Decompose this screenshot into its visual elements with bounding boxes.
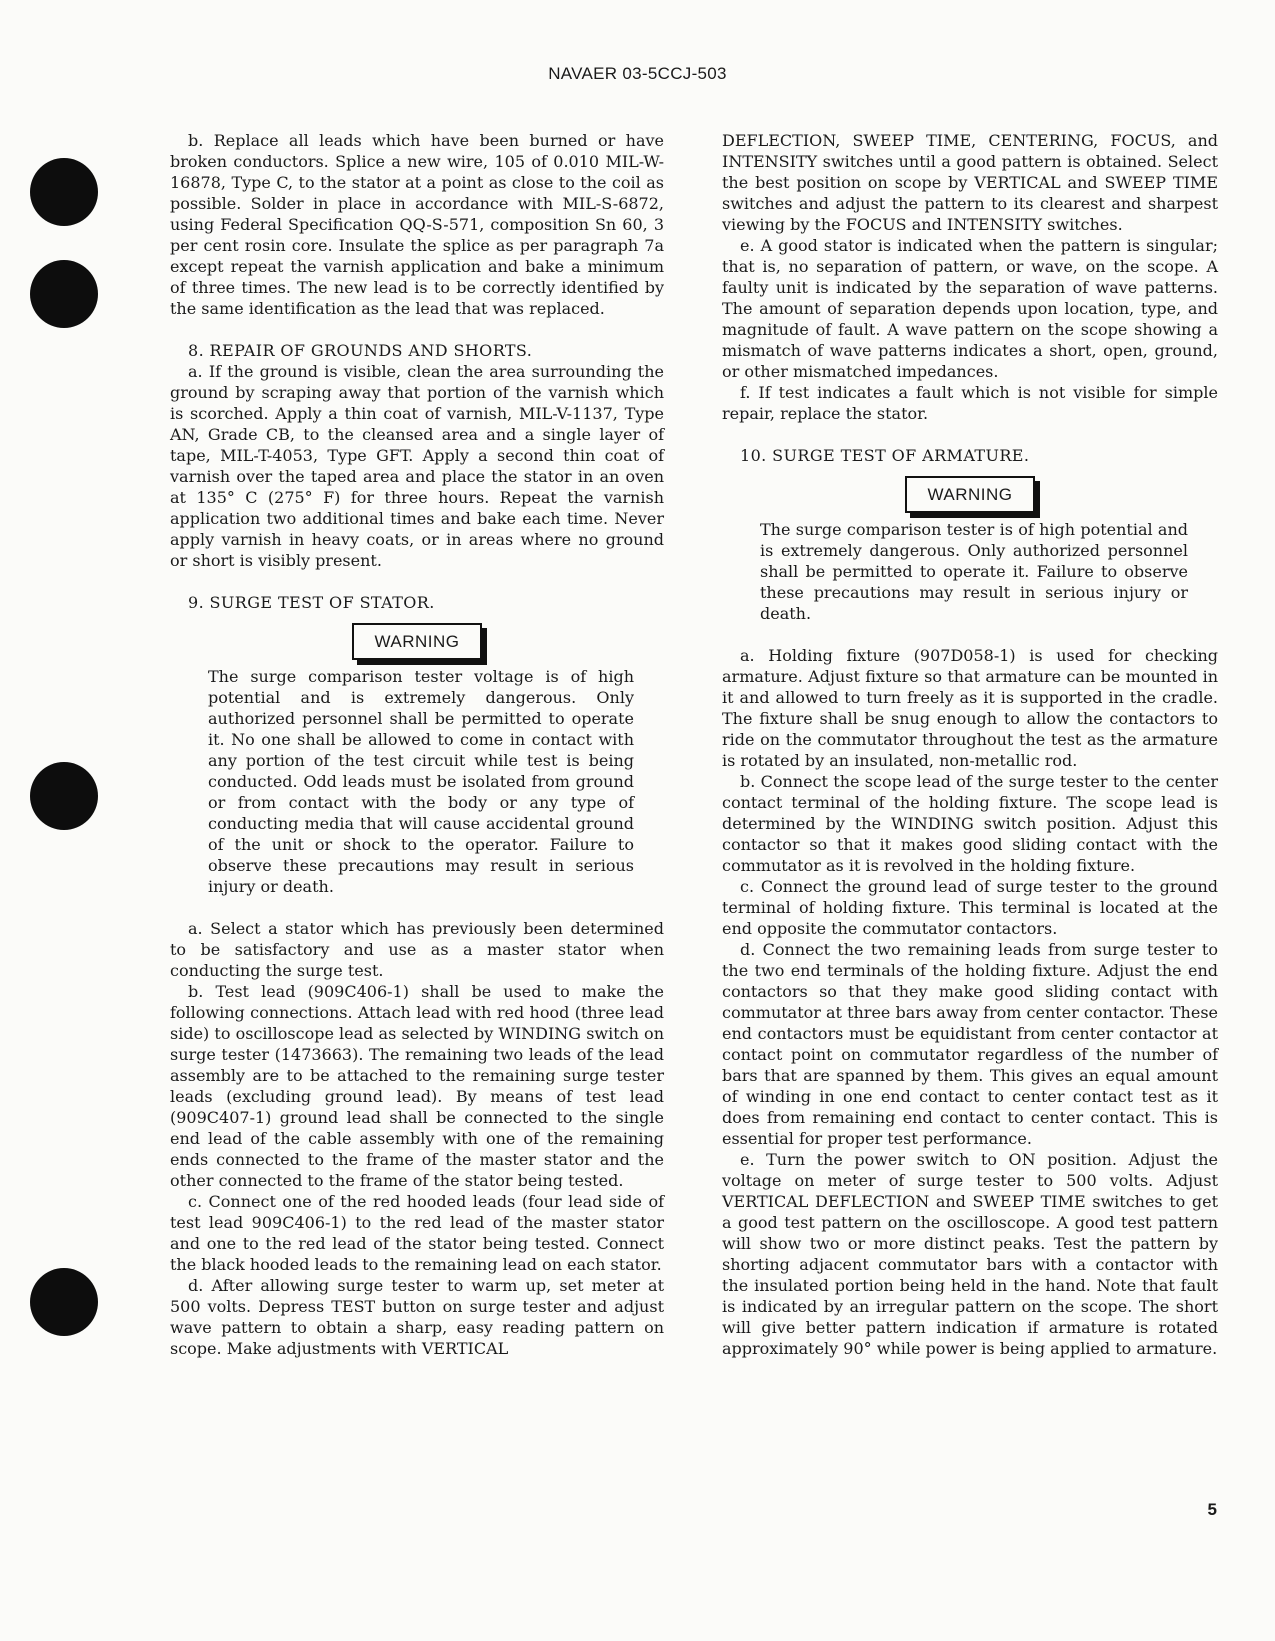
paragraph-9f: f. If test indicates a fault which is not visible for simple repair, replace the stator. xyxy=(722,383,1218,423)
warning-label: WARNING xyxy=(905,476,1034,513)
paragraph-10d: d. Connect the two remaining leads from surge tester to the two end terminals of the holding fixture. Adjust the end contactors so that they make good sliding contact with commutator at three bars away from center contactor. These end contactors must be equidistant from center contactor at contact point on commutator regardless of the number of bars that are spanned by them. This gives an equal amount of winding in one end contact to center contact test as it does from remaining end contact to center contact. This is essential for proper test performance. xyxy=(722,940,1218,1148)
warning-text: The surge comparison tester voltage is of high potential and is extremely dangerous. Only authorized personnel shall be permitted to operate it. No one shall be allowed to come in contact with any portion of the test circuit while test is being conducted. Odd leads must be isolated from ground or from contact with the body or any type of conducting media that will cause accidental ground of the unit or shock to the operator. Failure to observe these precautions may result in serious injury or death. xyxy=(208,667,634,896)
warning-box-stator xyxy=(170,623,664,660)
paragraph-8a: a. If the ground is visible, clean the area surrounding the ground by scraping away that portion of the varnish which is scorched. Apply a thin coat of varnish, MIL-V-1137, Type AN, Grade CB, to the cleansed area and a single layer of tape, MIL-T-4053, Type GFT. Apply a second thin coat of varnish over the taped area and place the stator in an oven at 135° C (275° F) for three hours. Repeat the varnish application two additional times and bake each time. Never apply varnish in heavy coats, or in areas where no ground or short is visibly present. xyxy=(170,362,664,570)
paragraph-9b: b. Test lead (909C406-1) shall be used to make the following connections. Attach lead with red hood (three lead side) to oscilloscope lead as selected by WINDING switch on surge tester (1473663). The remaining two leads of the lead assembly are to be attached to the remaining surge tester leads (excluding ground lead). By means of test lead (909C407-1) ground lead shall be connected to the single end lead of the cable assembly with one of the remaining ends connected to the frame of the master stator and the other connected to the frame of the stator being tested. xyxy=(170,982,664,1190)
binder-hole-1 xyxy=(30,158,98,226)
paragraph-10c: c. Connect the ground lead of surge tester to the ground terminal of holding fixture. This terminal is located at the end opposite the commutator contactors. xyxy=(722,877,1218,938)
paragraph-9c: c. Connect one of the red hooded leads (four lead side of test lead 909C406-1) to the red lead of the master stator and one to the red lead of the stator being tested. Connect the black hooded leads to the remaining lead on each stator. xyxy=(170,1192,664,1274)
paragraph-7b: b. Replace all leads which have been burned or have broken conductors. Splice a new wire, 105 of 0.010 MIL-W-16878, Type C, to the stator at a point as close to the coil as possible. Solder in place in accordance with MIL-S-6872, using Federal Specification QQ-S-571, composition Sn 60, 3 per cent rosin core. Insulate the splice as per paragraph 7a except repeat the varnish application and bake a minimum of three times. The new lead is to be correctly identified by the same identification as the lead that was replaced. xyxy=(170,131,664,318)
paragraph-10a: a. Holding fixture (907D058-1) is used for checking armature. Adjust fixture so that armature can be mounted in it and allowed to turn freely as it is supported in the cradle. The fixture shall be snug enough to allow the contactors to ride on the commutator throughout the test as the armature is rotated by an insulated, non-metallic rod. xyxy=(722,646,1218,770)
document-number: NAVAER 03-5CCJ-503 xyxy=(548,64,727,83)
binder-hole-2 xyxy=(30,260,98,328)
warning-text: The surge comparison tester is of high potential and is extremely dangerous. Only authorized personnel shall be permitted to operate it. Failure to observe these precautions may result in serious injury or death. xyxy=(760,520,1188,623)
warning-text-armature xyxy=(760,519,1188,624)
paragraph-9a: a. Select a stator which has previously been determined to be satisfactory and use as a master stator when conducting the surge test. xyxy=(170,919,664,980)
paragraph-9d-continued: DEFLECTION, SWEEP TIME, CENTERING, FOCUS, and INTENSITY switches until a good pattern is obtained. Select the best position on scope by VERTICAL and SWEEP TIME switches and adjust the pattern to its clearest and sharpest viewing by the FOCUS and INTENSITY switches. xyxy=(722,131,1218,234)
paragraph-9d: d. After allowing surge tester to warm up, set meter at 500 volts. Depress TEST button on surge tester and adjust wave pattern to obtain a sharp, easy reading pattern on scope. Make adjustments with VERTICAL xyxy=(170,1276,664,1358)
paragraph-10e: e. Turn the power switch to ON position. Adjust the voltage on meter of surge tester to 500 volts. Adjust VERTICAL DEFLECTION and SWEEP TIME switches to get a good test pattern on the oscilloscope. A good test pattern will show two or more distinct peaks. Test the pattern by shorting adjacent commutator bars with a contactor with the insulated portion being held in the hand. Note that fault is indicated by an irregular pattern on the scope. The short will give better pattern indication if armature is rotated approximately 90° while power is being applied to armature. xyxy=(722,1150,1218,1358)
warning-text-stator xyxy=(208,666,634,897)
warning-box-armature xyxy=(722,476,1218,513)
section-heading-9: 9. SURGE TEST OF STATOR. xyxy=(188,593,435,612)
warning-label: WARNING xyxy=(352,623,481,660)
page-number: 5 xyxy=(1207,1500,1217,1519)
paragraph-10b: b. Connect the scope lead of the surge tester to the center contact terminal of the holding fixture. The scope lead is determined by the WINDING switch position. Adjust this contactor so that it makes good sliding contact with the commutator as it is revolved in the holding fixture. xyxy=(722,772,1218,875)
left-column xyxy=(170,130,664,1359)
binder-hole-4 xyxy=(30,1268,98,1336)
right-column xyxy=(722,130,1218,1359)
paragraph-9e: e. A good stator is indicated when the pattern is singular; that is, no separation of pattern, or wave, on the scope. A faulty unit is indicated by the separation of wave patterns. The amount of separation depends upon location, type, and magnitude of fault. A wave pattern on the scope showing a mismatch of wave patterns indicates a short, open, ground, or other mismatched impedances. xyxy=(722,236,1218,381)
binder-hole-3 xyxy=(30,762,98,830)
section-heading-10: 10. SURGE TEST OF ARMATURE. xyxy=(740,446,1030,465)
section-heading-8: 8. REPAIR OF GROUNDS AND SHORTS. xyxy=(188,341,533,360)
